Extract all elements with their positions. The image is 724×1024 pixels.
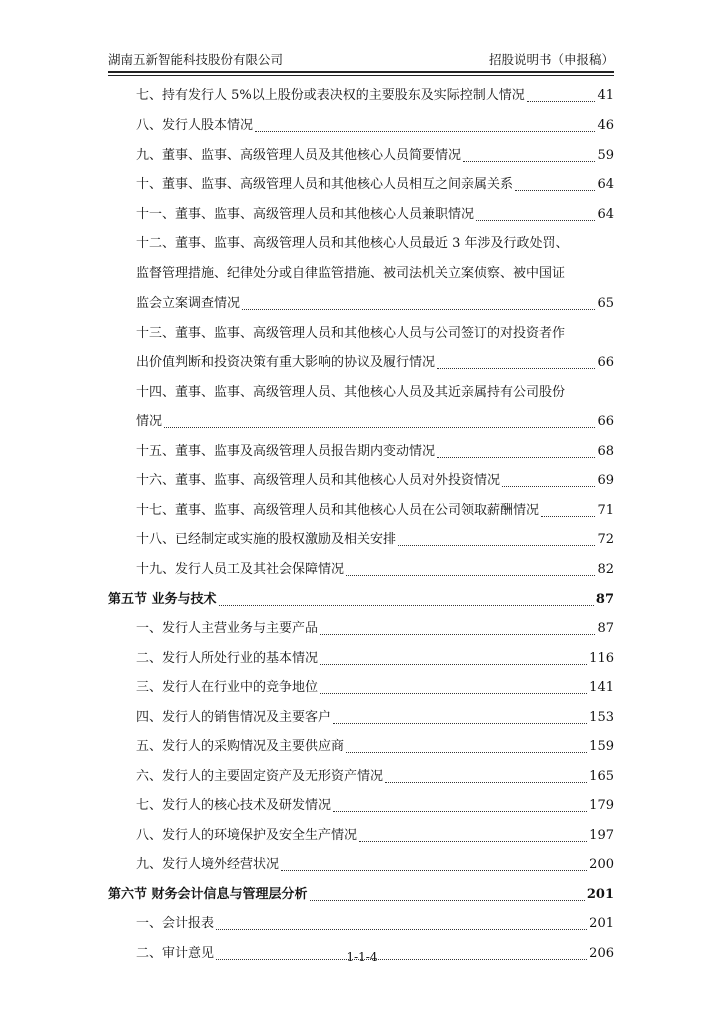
- page-number: 1-1-4: [346, 950, 378, 964]
- toc-entry[interactable]: 情况 66: [136, 414, 614, 429]
- toc-entry[interactable]: 十六、董事、监事、高级管理人员和其他核心人员对外投资情况 69: [136, 473, 614, 488]
- toc-entry[interactable]: 十三、董事、监事、高级管理人员和其他核心人员与公司签订的对投资者作: [136, 326, 566, 341]
- company-name: 湖南五新智能科技股份有限公司: [108, 52, 284, 67]
- toc-entry[interactable]: 九、发行人境外经营状况 200: [136, 857, 614, 872]
- toc-section[interactable]: 第五节 业务与技术 87: [108, 592, 614, 607]
- toc-entry[interactable]: 十、董事、监事、高级管理人员和其他核心人员相互之间亲属关系 64: [136, 177, 614, 192]
- header-divider: [108, 71, 614, 76]
- toc-entry[interactable]: 十二、董事、监事、高级管理人员和其他核心人员最近 3 年涉及行政处罚、: [136, 236, 569, 251]
- toc-entry[interactable]: 十九、发行人员工及其社会保障情况 82: [136, 562, 614, 577]
- toc-entry[interactable]: 八、发行人的环境保护及安全生产情况 197: [136, 828, 614, 843]
- toc-entry[interactable]: 二、发行人所处行业的基本情况 116: [136, 651, 614, 666]
- toc-entry[interactable]: 七、发行人的核心技术及研发情况 179: [136, 798, 614, 813]
- toc-entry[interactable]: 四、发行人的销售情况及主要客户 153: [136, 710, 614, 725]
- toc-entry[interactable]: 十一、董事、监事、高级管理人员和其他核心人员兼职情况 64: [136, 207, 614, 222]
- toc-section[interactable]: 第六节 财务会计信息与管理层分析 201: [108, 887, 614, 902]
- toc-entry[interactable]: 六、发行人的主要固定资产及无形资产情况 165: [136, 769, 614, 784]
- toc-entry[interactable]: 十八、已经制定或实施的股权激励及相关安排 72: [136, 532, 614, 547]
- toc-entry[interactable]: 一、发行人主营业务与主要产品 87: [136, 621, 614, 636]
- toc-entry[interactable]: 监督管理措施、纪律处分或自律监管措施、被司法机关立案侦察、被中国证: [136, 266, 566, 281]
- document-title: 招股说明书（申报稿）: [488, 52, 614, 67]
- toc-entry[interactable]: 九、董事、监事、高级管理人员及其他核心人员简要情况 59: [136, 148, 614, 163]
- toc-entry[interactable]: 一、会计报表 201: [136, 916, 614, 931]
- toc-entry[interactable]: 三、发行人在行业中的竞争地位 141: [136, 680, 614, 695]
- toc-entry[interactable]: 二、审计意见 206: [136, 946, 614, 961]
- toc-entry[interactable]: 七、持有发行人 5%以上股份或表决权的主要股东及实际控制人情况 41: [136, 88, 614, 103]
- toc-entry[interactable]: 八、发行人股本情况 46: [136, 118, 614, 133]
- toc-entry[interactable]: 监会立案调查情况 65: [136, 296, 614, 311]
- toc-entry[interactable]: 十七、董事、监事、高级管理人员和其他核心人员在公司领取薪酬情况 71: [136, 503, 614, 518]
- toc-entry[interactable]: 出价值判断和投资决策有重大影响的协议及履行情况 66: [136, 355, 614, 370]
- toc-entry[interactable]: 十五、董事、监事及高级管理人员报告期内变动情况 68: [136, 444, 614, 459]
- page-header: [108, 50, 614, 70]
- toc-entry[interactable]: 五、发行人的采购情况及主要供应商 159: [136, 739, 614, 754]
- toc-entry[interactable]: 十四、董事、监事、高级管理人员、其他核心人员及其近亲属持有公司股份: [136, 385, 566, 400]
